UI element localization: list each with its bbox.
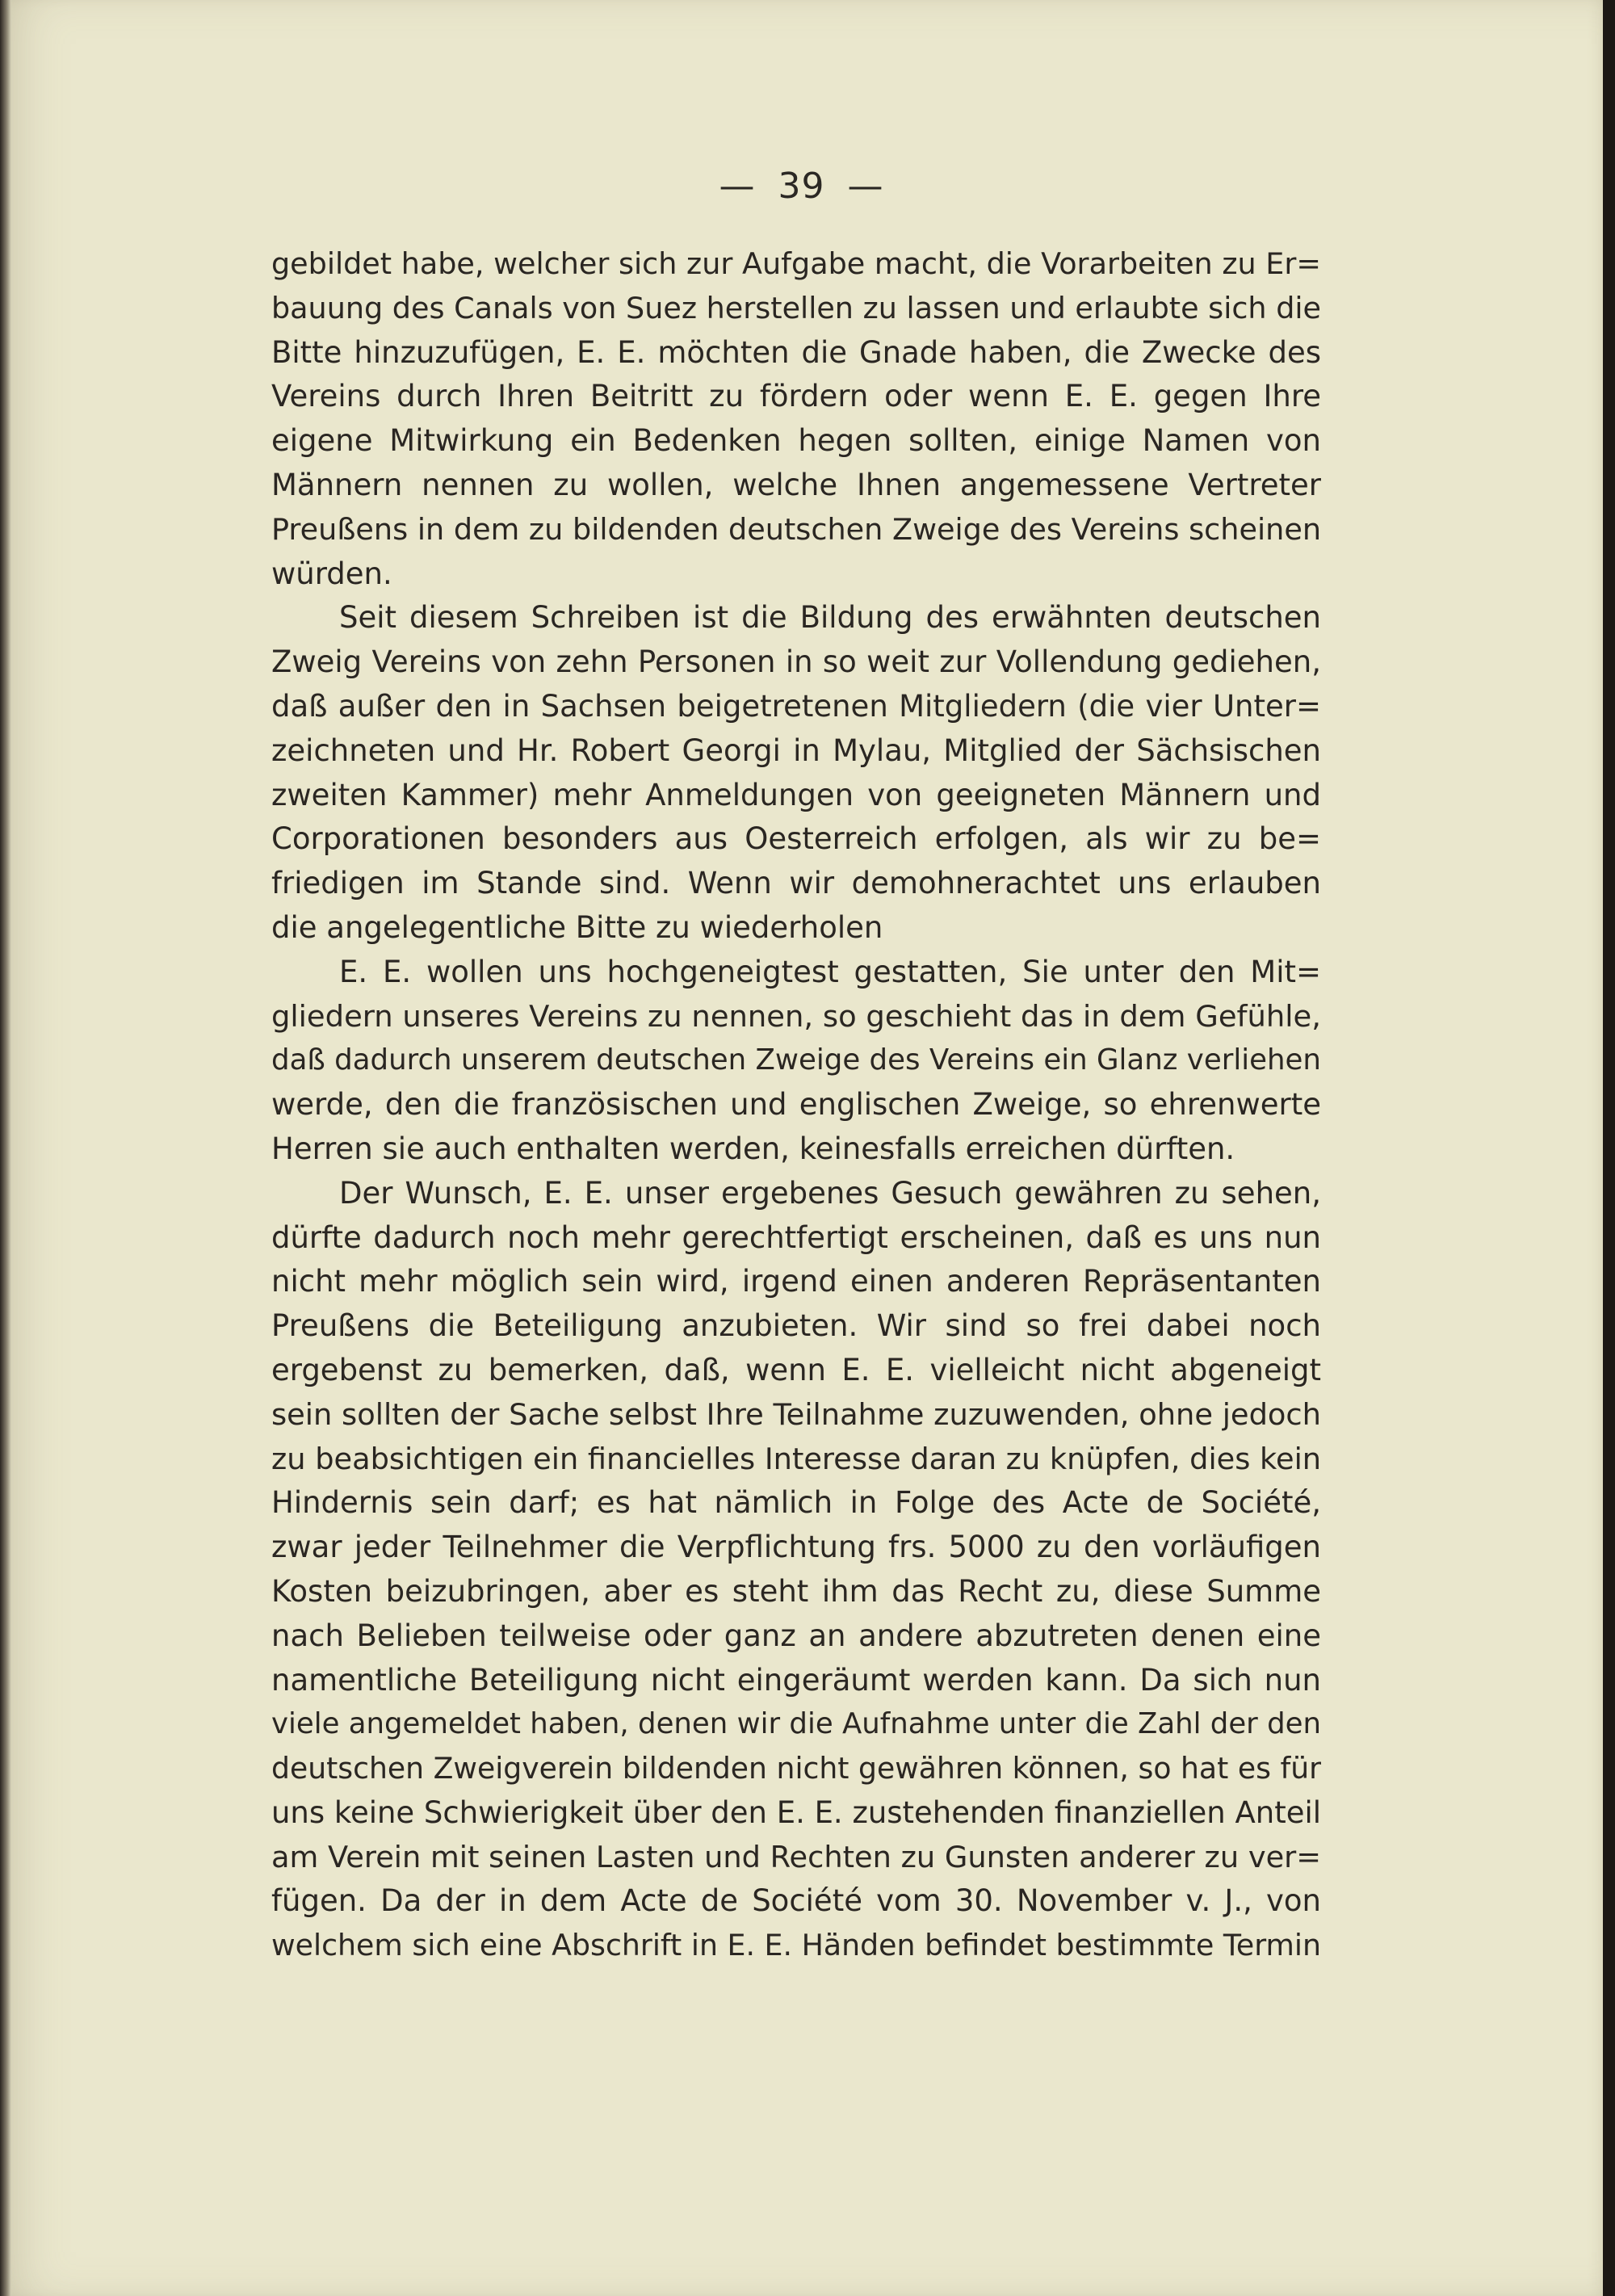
text-line: Der Wunsch, E. E. unser ergebenes Gesuch gewähren zu sehen, <box>339 1175 1321 1211</box>
text-line: Bitte hinzuzufügen, E. E. möchten die Gnade haben, die Zwecke des <box>271 334 1321 370</box>
text-line: daß dadurch unserem deutschen Zweige des Vereins ein Glanz verliehen <box>271 1043 1321 1077</box>
text-line: Hindernis sein darf; es hat nämlich in Folge des Acte de Société, <box>271 1485 1321 1521</box>
text-line: Zweig Vereins von zehn Personen in so weit zur Vollendung gediehen, <box>271 644 1321 680</box>
text-line: werde, den die französischen und englischen Zweige, so ehrenwerte <box>271 1087 1321 1123</box>
text-line: namentliche Beteiligung nicht eingeräumt werden kann. Da sich nun <box>271 1662 1321 1698</box>
text-line: uns keine Schwierigkeit über den E. E. zustehenden finanziellen Anteil <box>271 1794 1321 1830</box>
text-line: zeichneten und Hr. Robert Georgi in Mylau, Mitglied der Sächsischen <box>271 732 1321 768</box>
text-line: am Verein mit seinen Lasten und Rechten zu Gunsten anderer zu ver= <box>271 1839 1322 1874</box>
text-line: zu beabsichtigen ein financielles Interesse daran zu knüpfen, dies kein <box>271 1441 1322 1476</box>
text-line: gliedern unseres Vereins zu nennen, so geschieht das in dem Gefühle, <box>271 998 1321 1034</box>
page-binding-shadow <box>0 0 11 2296</box>
text-line: ergebenst zu bemerken, daß, wenn E. E. vielleicht nicht abgeneigt <box>271 1352 1321 1387</box>
text-line: sein sollten der Sache selbst Ihre Teilnahme zuzuwenden, ohne jedoch <box>271 1396 1321 1432</box>
body-text <box>271 242 1321 1968</box>
text-line: Corporationen besonders aus Oesterreich erfolgen, als wir zu be= <box>271 821 1321 857</box>
text-line: würden. <box>271 556 392 591</box>
page-number: 39 <box>778 166 825 207</box>
text-line: friedigen im Stande sind. Wenn wir demohnerachtet uns erlauben <box>271 866 1321 901</box>
text-line: zweiten Kammer) mehr Anmeldungen von geeigneten Männern und <box>271 777 1321 812</box>
text-line: deutschen Zweigverein bildenden nicht gewähren können, so hat es für <box>271 1751 1321 1786</box>
text-line: E. E. wollen uns hochgeneigtest gestatten, Sie unter den Mit= <box>339 954 1321 989</box>
text-line: daß außer den in Sachsen beigetretenen Mitgliedern (die vier Unter= <box>271 688 1321 724</box>
text-line: nicht mehr möglich sein wird, irgend einen anderen Repräsentanten <box>271 1264 1321 1299</box>
text-line: bauung des Canals von Suez herstellen zu lassen und erlaubte sich die <box>271 290 1321 325</box>
text-line: Kosten beizubringen, aber es steht ihm das Recht zu, diese Summe <box>271 1573 1321 1609</box>
text-line: dürfte dadurch noch mehr gerechtfertigt erscheinen, daß es uns nun <box>271 1219 1321 1255</box>
text-line: gebildet habe, welcher sich zur Aufgabe macht, die Vorarbeiten zu Er= <box>271 246 1321 281</box>
text-line: Preußens die Beteiligung anzubieten. Wir sind so frei dabei noch <box>271 1308 1321 1344</box>
text-line: Männern nennen zu wollen, welche Ihnen angemessene Vertreter <box>271 467 1321 502</box>
text-line: nach Belieben teilweise oder ganz an andere abzutreten denen eine <box>271 1618 1321 1653</box>
text-line: die angelegentliche Bitte zu wiederholen <box>271 909 883 945</box>
page-number-header <box>0 166 1603 207</box>
text-line: Seit diesem Schreiben ist die Bildung des erwähnten deutschen <box>339 600 1321 636</box>
text-line: eigene Mitwirkung ein Bedenken hegen sollten, einige Namen von <box>271 423 1321 459</box>
text-line: fügen. Da der in dem Acte de Société vom 30. November v. J., von <box>271 1883 1321 1919</box>
text-line: Vereins durch Ihren Beitritt zu fördern oder wenn E. E. gegen Ihre <box>271 379 1321 414</box>
text-line: Preußens in dem zu bildenden deutschen Zweige des Vereins scheinen <box>271 511 1321 547</box>
text-line: welchem sich eine Abschrift in E. E. Händen befindet bestimmte Termin <box>271 1928 1321 1963</box>
page-edge <box>1603 0 1615 2296</box>
text-line: zwar jeder Teilnehmer die Verpflichtung frs. 5000 zu den vorläufigen <box>271 1530 1321 1565</box>
text-line: Herren sie auch enthalten werden, keinesfalls erreichen dürften. <box>271 1131 1235 1166</box>
dash-right: — <box>847 166 884 207</box>
text-line: viele angemeldet haben, denen wir die Aufnahme unter die Zahl der den <box>271 1707 1321 1741</box>
dash-left: — <box>719 166 756 207</box>
